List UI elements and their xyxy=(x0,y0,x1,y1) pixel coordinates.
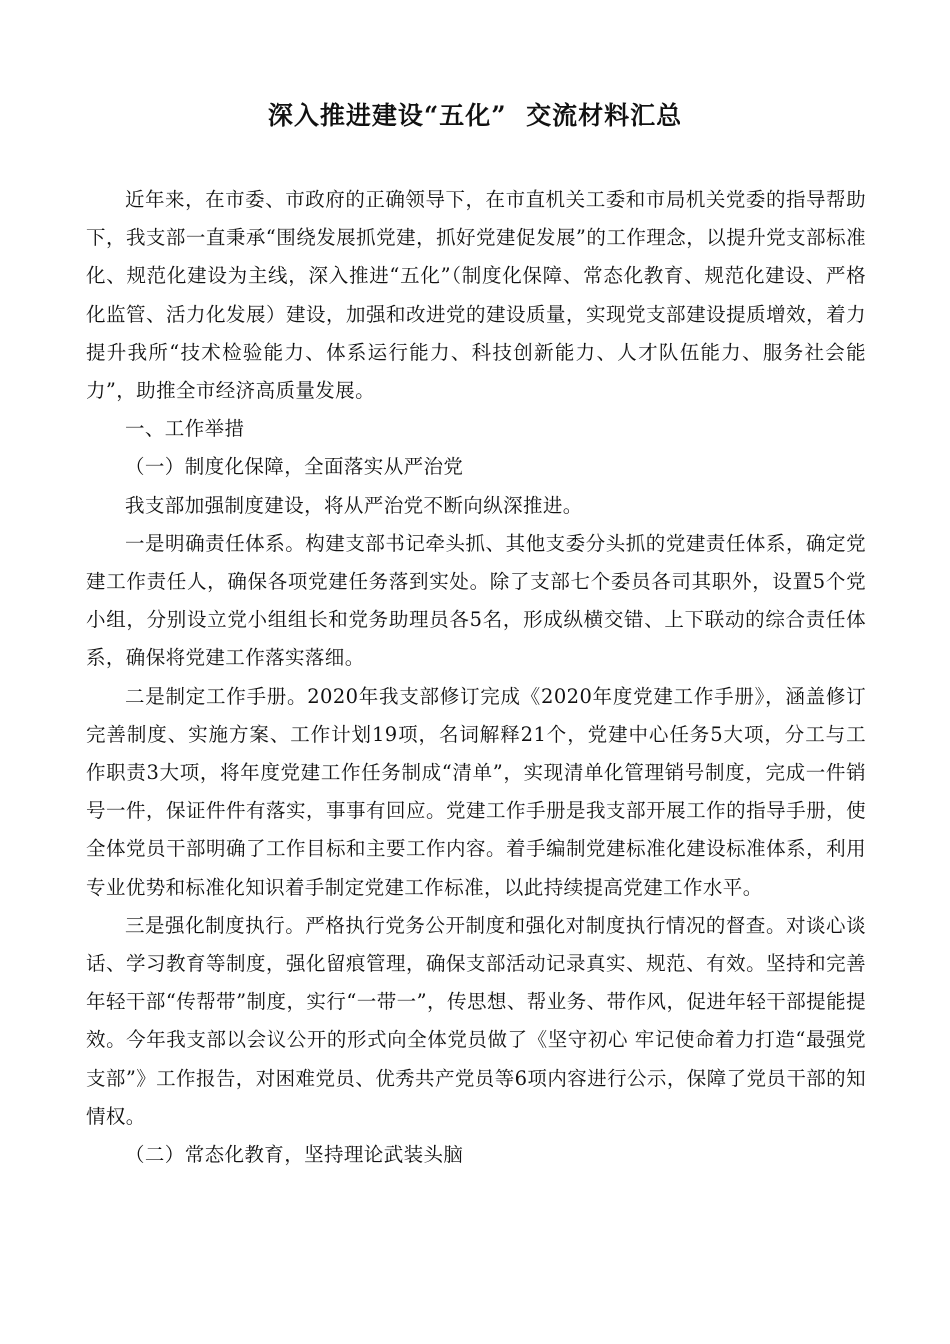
section-heading-work-measures: 一、工作举措 xyxy=(125,417,245,441)
body-paragraph: 我支部加强制度建设，将从严治党不断向纵深推进。 xyxy=(125,493,583,517)
body-paragraph: 一是明确责任体系。构建支部书记牵头抓、其他支委分头抓的党建责任体系，确定党建工作责任人，确保各项党建任务落到实处。除了支部七个委员各司其职外，设置5个党小组，分别设立党小组组长和党务助理员各5名，形成纵横交错、上下联动的综合责任体系，确保将党建工作落实落细。 xyxy=(86,531,866,670)
subsection-heading-institutionalization: （一）制度化保障，全面落实从严治党 xyxy=(125,455,464,479)
subsection-heading-regular-education: （二）常态化教育，坚持理论武装头脑 xyxy=(125,1143,464,1167)
document-title: 深入推进建设“五化” 交流材料汇总 xyxy=(267,101,683,130)
body-paragraph: 三是强化制度执行。严格执行党务公开制度和强化对制度执行情况的督查。对谈心谈话、学习教育等制度，强化留痕管理，确保支部活动记录真实、规范、有效。坚持和完善年轻干部“传帮带”制度，实行“一带一”，传思想、帮业务、带作风，促进年轻干部提能提效。今年我支部以会议公开的形式向全体党员做了《坚守初心 牢记使命着力打造“最强党支部”》工作报告，对困难党员、优秀共产党员等6项内容进行公示，保障了党员干部的知情权。 xyxy=(86,913,866,1128)
body-paragraph: 二是制定工作手册。2020年我支部修订完成《2020年度党建工作手册》，涵盖修订完善制度、实施方案、工作计划19项，名词解释21个，党建中心任务5大项，分工与工作职责3大项，将年度党建工作任务制成“清单”，实现清单化管理销号制度，完成一件销号一件，保证件件有落实，事事有回应。党建工作手册是我支部开展工作的指导手册，使全体党员干部明确了工作目标和主要工作内容。着手编制党建标准化建设标准体系，利用专业优势和标准化知识着手制定党建工作标准，以此持续提高党建工作水平。 xyxy=(86,684,866,899)
intro-paragraph: 近年来，在市委、市政府的正确领导下，在市直机关工委和市局机关党委的指导帮助下，我支部一直秉承“围绕发展抓党建，抓好党建促发展”的工作理念，以提升党支部标准化、规范化建设为主线，深入推进“五化”（制度化保障、常态化教育、规范化建设、严格化监管、活力化发展）建设，加强和改进党的建设质量，实现党支部建设提质增效，着力提升我所“技术检验能力、体系运行能力、科技创新能力、人才队伍能力、服务社会能力”，助推全市经济高质量发展。 xyxy=(86,188,866,403)
document-body xyxy=(86,181,866,1174)
